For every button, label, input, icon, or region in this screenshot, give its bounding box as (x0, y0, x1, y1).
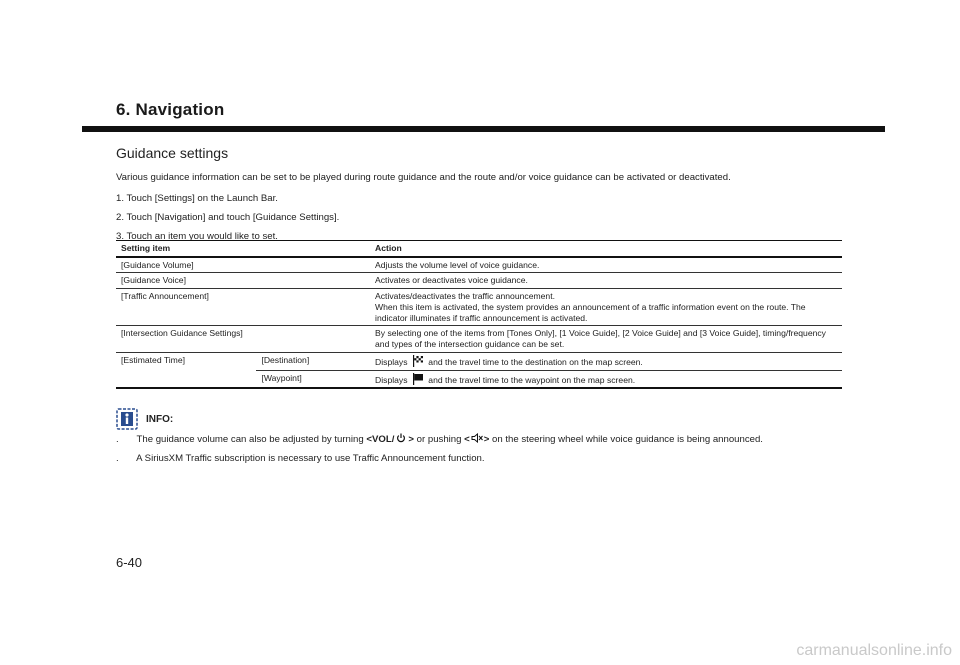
page-number: 6-40 (116, 555, 143, 570)
table-row (116, 289, 842, 326)
step-3: 3. Touch an item you would like to set. (116, 231, 278, 242)
header-setting-item: Setting item (116, 241, 370, 257)
bullet-dot: . (116, 453, 119, 464)
guidance-settings-table (116, 240, 842, 389)
info-bullet (116, 433, 763, 445)
checkered-flag-icon (412, 355, 424, 367)
watermark: carmanualsonline.info (796, 642, 952, 659)
action-suffix: and the travel time to the waypoint on the map screen. (428, 374, 636, 385)
step-2: 2. Touch [Navigation] and touch [Guidance Settings]. (116, 212, 340, 223)
setting-item: [Guidance Voice] (116, 273, 370, 289)
bullet-text-2: or pushing (416, 434, 462, 445)
chapter-title: 6. Navigation (116, 100, 225, 119)
setting-action (370, 352, 842, 370)
action-prefix: Displays (375, 374, 408, 385)
table-row (116, 326, 842, 352)
setting-action (370, 370, 842, 388)
bullet-text-3: on the steering wheel while voice guidance is being announced. (492, 434, 763, 445)
setting-subitem: [Waypoint] (256, 370, 370, 388)
mute-key-close: > (483, 434, 490, 445)
setting-item: [Estimated Time] (116, 352, 256, 388)
waypoint-flag-icon (412, 373, 424, 385)
info-icon (116, 408, 138, 430)
action-prefix: Displays (375, 356, 408, 367)
vol-key-close: > (408, 434, 414, 445)
chapter-rule (82, 126, 885, 132)
table-row (116, 273, 842, 289)
setting-action (370, 289, 842, 326)
bullet-dot: . (116, 434, 119, 445)
mute-key-open: < (464, 434, 470, 445)
step-1: 1. Touch [Settings] on the Launch Bar. (116, 193, 278, 204)
bullet-text: A SiriusXM Traffic subscription is necessary to use Traffic Announcement function. (136, 453, 485, 464)
action-suffix: and the travel time to the destination on the map screen. (428, 356, 643, 367)
mute-icon (470, 433, 484, 443)
vol-key-label: <VOL/ (366, 434, 395, 445)
intro-text: Various guidance information can be set to be played during route guidance and the route and/or voice guidance can be activated or deactivated. (116, 172, 731, 183)
table-header-row (116, 241, 842, 257)
info-heading (116, 408, 173, 430)
info-label: INFO: (146, 413, 174, 425)
setting-item: [Guidance Volume] (116, 257, 370, 273)
setting-action-note: When this item is activated, the system provides an announcement of a traffic information event on the route. The indicator illuminates if traffic announcement is activated. (375, 301, 806, 323)
section-title: Guidance settings (116, 145, 229, 161)
setting-action: Adjusts the volume level of voice guidance. (370, 257, 842, 273)
power-icon (394, 433, 408, 443)
setting-action-text: Activates/deactivates the traffic announcement. (375, 291, 555, 302)
table-row (116, 352, 842, 370)
setting-item: [Traffic Announcement] (116, 289, 370, 326)
setting-subitem: [Destination] (256, 352, 370, 370)
table-row (116, 257, 842, 273)
setting-action: Activates or deactivates voice guidance. (370, 273, 842, 289)
info-bullet (116, 453, 485, 464)
header-action: Action (370, 241, 842, 257)
setting-action: By selecting one of the items from [Tones Only], [1 Voice Guide], [2 Voice Guide] and [3 Voice Guide], timing/frequency and types of the intersection guidance can be set. (370, 326, 842, 352)
setting-item: [Intersection Guidance Settings] (116, 326, 370, 352)
bullet-text-1: The guidance volume can also be adjusted by turning (136, 434, 364, 445)
